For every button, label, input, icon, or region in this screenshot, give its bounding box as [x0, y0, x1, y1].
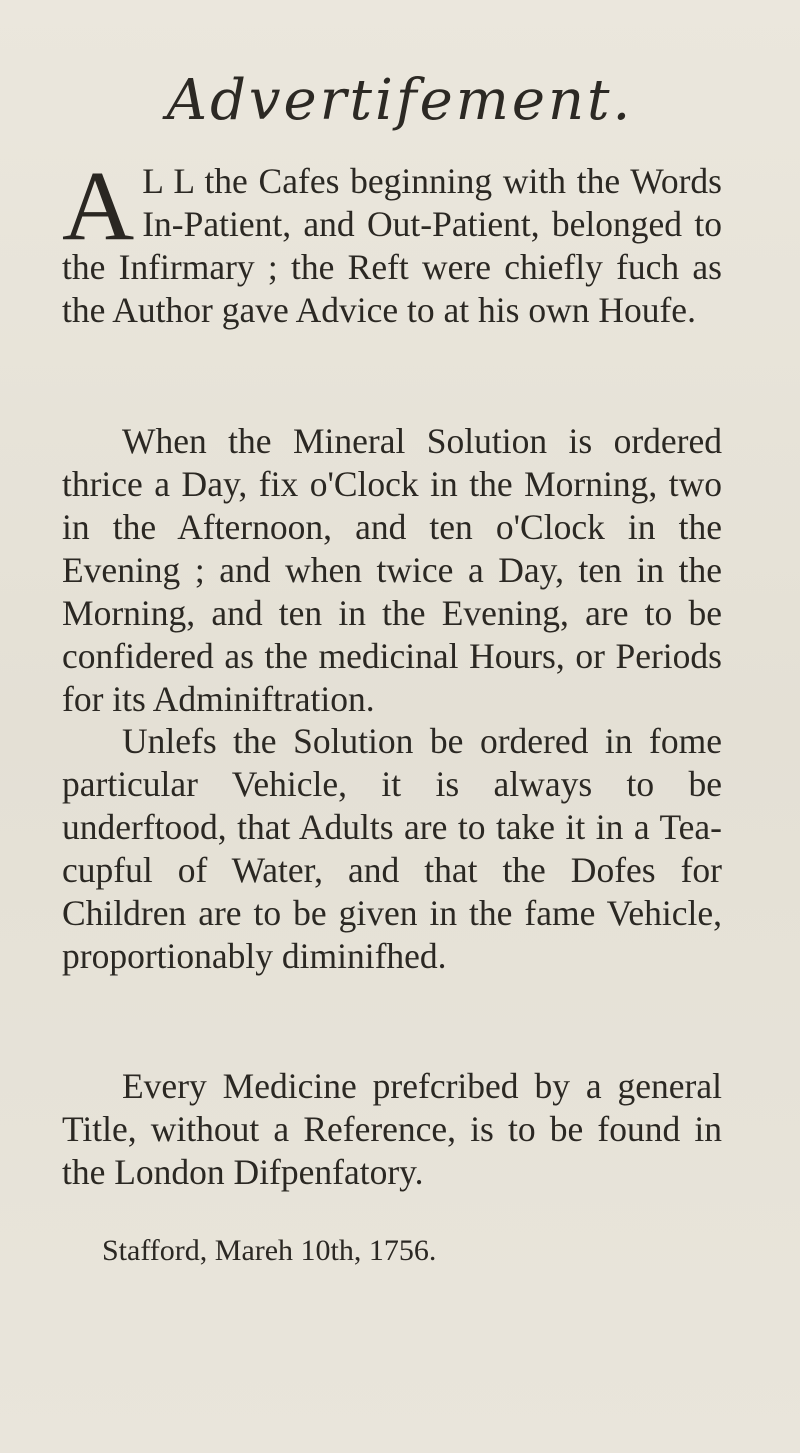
paragraph-cases [62, 150, 722, 332]
paragraph-dispensatory: Every Medicine prefcribed by a general Title, without a Reference, is to be found in the London Difpenfatory. [62, 1066, 722, 1192]
paragraph-mineral-solution: When the Mineral Solution is ordered thrice a Day, fix o'Clock in the Morning, two in the Afternoon, and ten o'Clock in the Evening ; and when twice a Day, ten in the Morning, and ten in the Evening, are to be confidered as the medicinal Hours, or Periods for its Adminiftration. [62, 421, 722, 719]
drop-cap: A [62, 150, 135, 261]
page-title: Advertifement. [166, 68, 634, 133]
paragraph-cases-text: L L the Cafes beginning with the Words In-Patient, and Out-Patient, belonged to the Infirmary ; the Reft were chiefly fuch as the Author gave Advice to at his own Houfe. [62, 161, 722, 330]
place-date-signoff: Stafford, Mareh 10th, 1756. [102, 1234, 437, 1267]
paragraph-vehicle: Unlefs the Solution be ordered in fome particular Vehicle, it is always to be underftood, that Adults are to take it in a Tea-cupful of Water, and that the Dofes for Children are to be given in the fame Vehicle, proportionably diminifhed. [62, 721, 722, 976]
